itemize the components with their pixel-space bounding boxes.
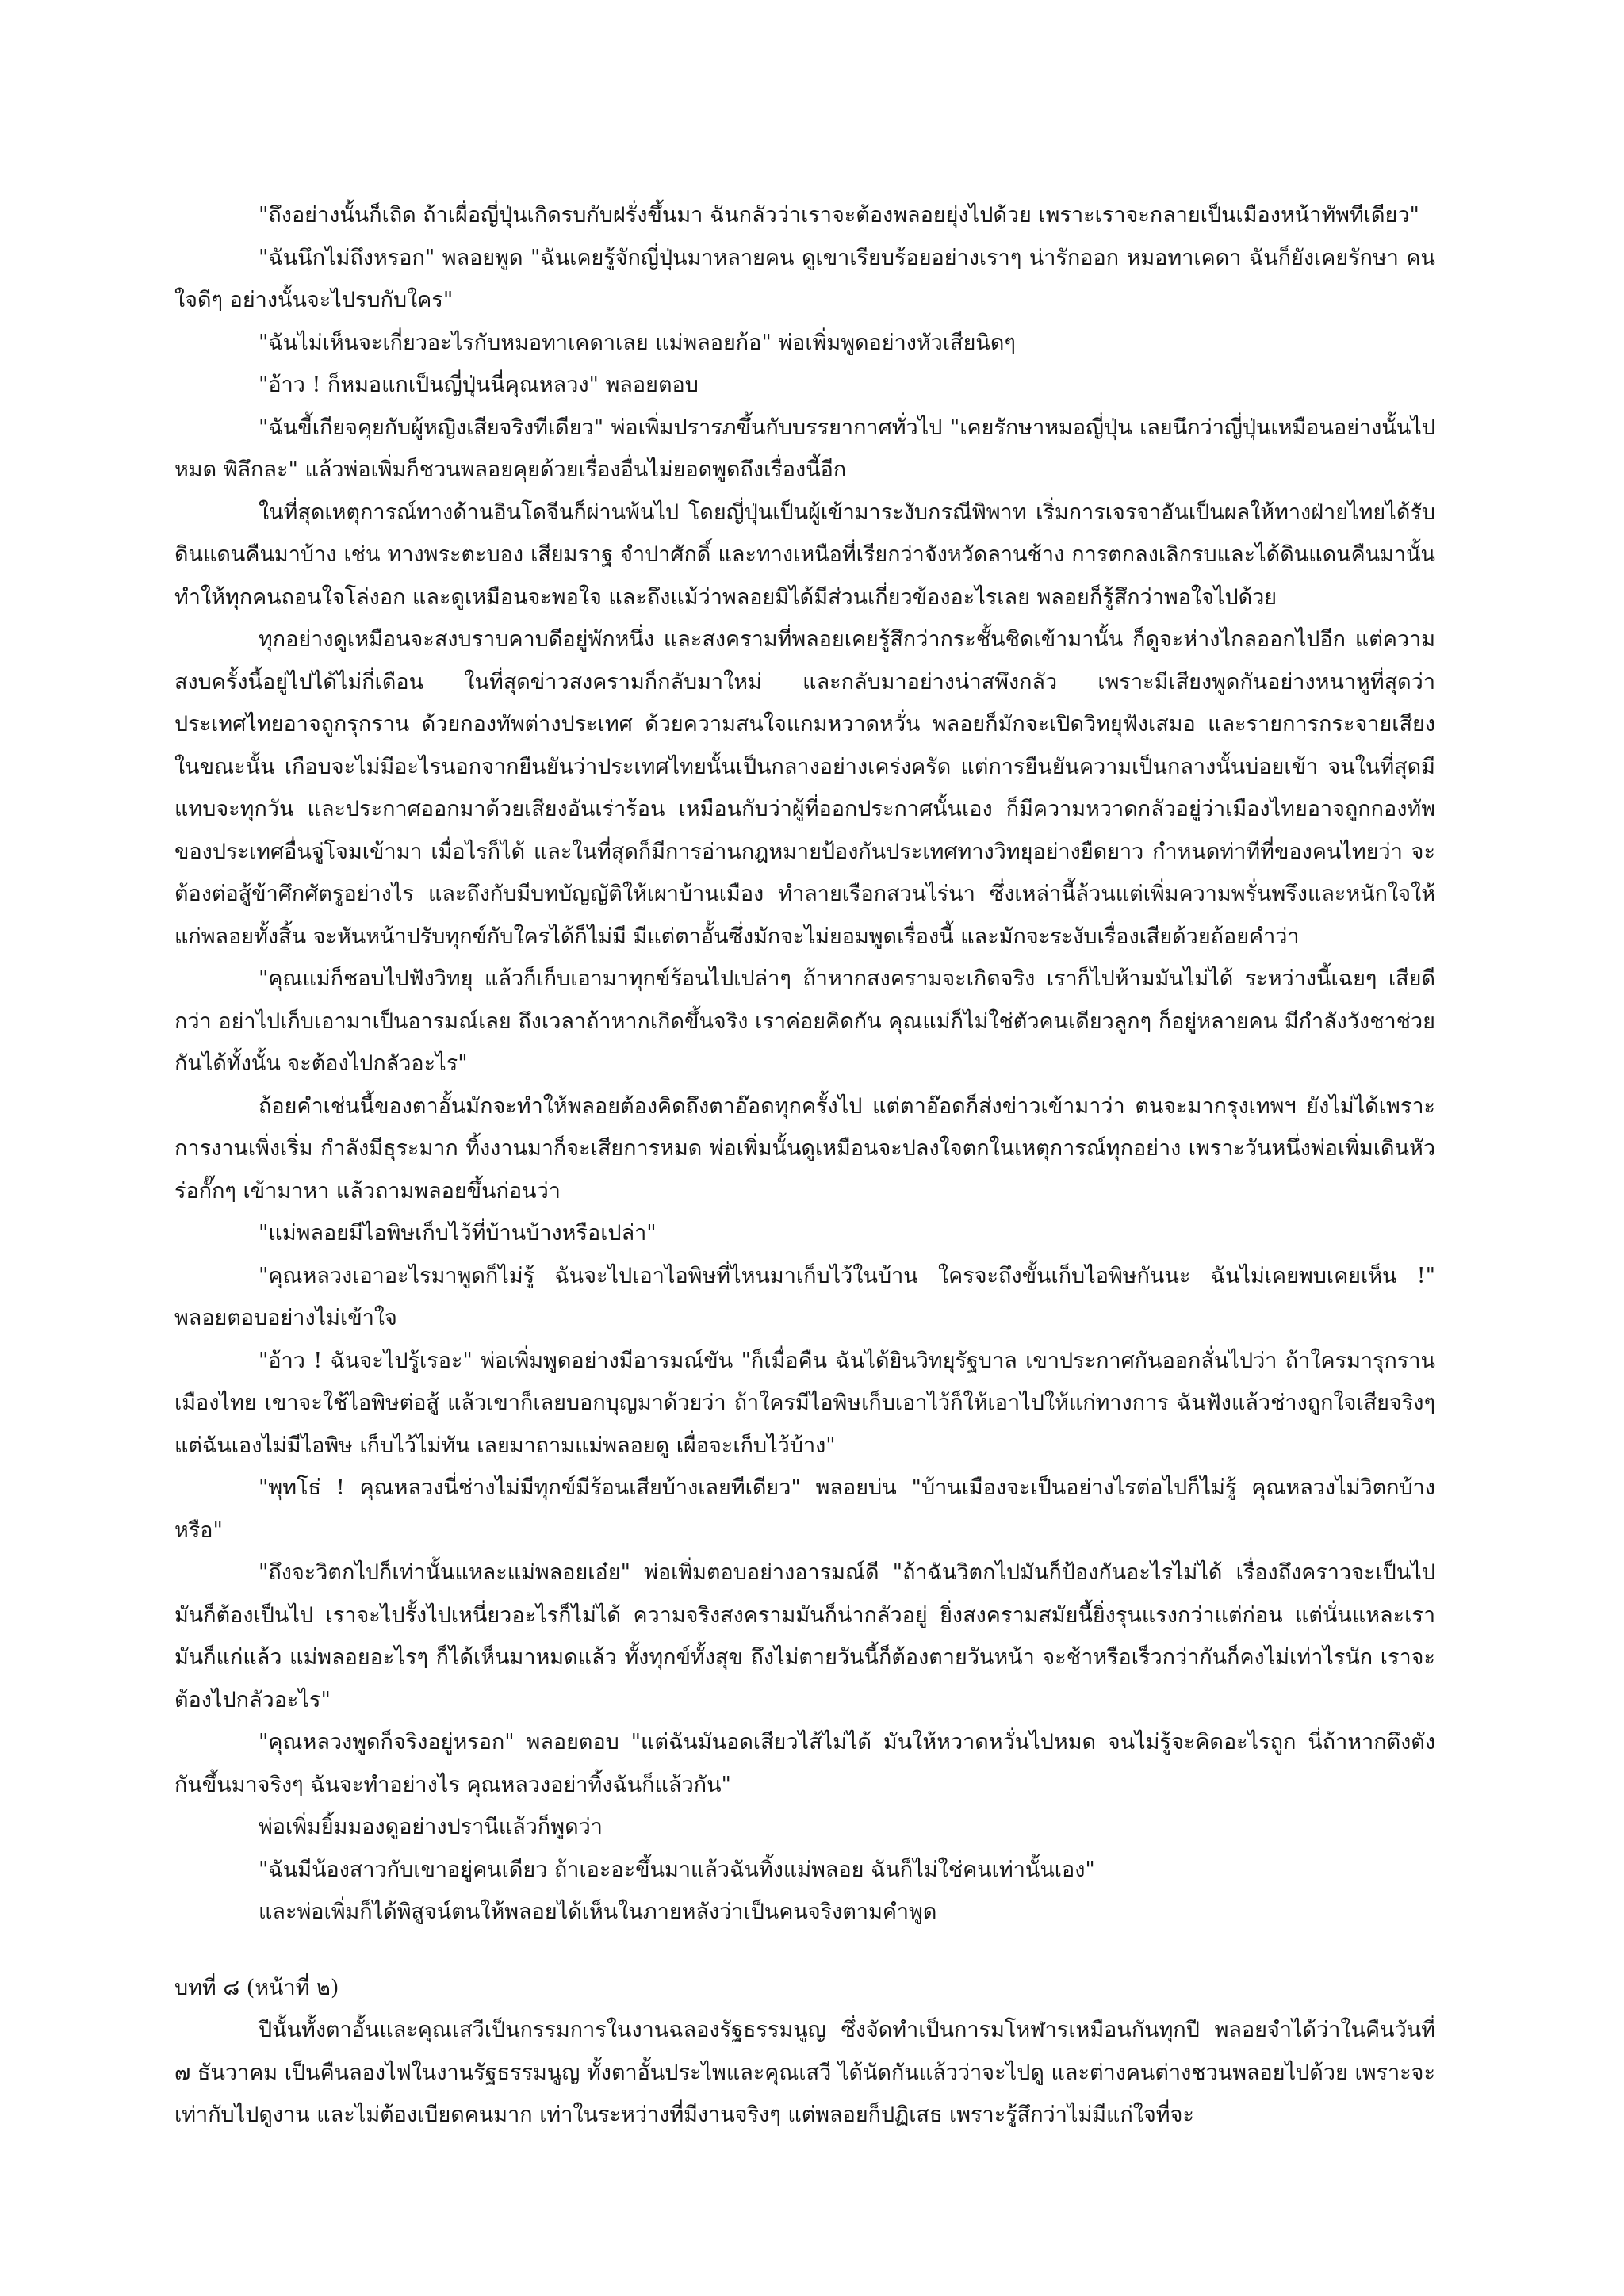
body-text-before [174,194,1435,1934]
paragraph: "คุณหลวงพูดก็จริงอยู่หรอก" พลอยตอบ "แต่ฉันมันอดเสียวไส้ไม่ได้ มันให้หวาดหวั่นไปหมด จนไม่รู้จะคิดอะไรถูก นี่ถ้าหากตึงตังกันขึ้นมาจริงๆ ฉันจะทำอย่างไร คุณหลวงอย่าทิ้งฉันก็แล้วกัน" [174,1730,1435,1797]
paragraph: "ฉันมีน้องสาวกับเขาอยู่คนเดียว ถ้าเอะอะขึ้นมาแล้วฉันทิ้งแม่พลอย ฉันก็ไม่ใช่คนเท่านั้นเอง" [259,1857,1095,1882]
chapter-heading: บทที่ ๘ (หน้าที่ ๒) [174,1975,339,2000]
paragraph: "คุณแม่ก็ชอบไปฟังวิทยุ แล้วก็เก็บเอามาทุกข์ร้อนไปเปล่าๆ ถ้าหากสงครามจะเกิดจริง เราก็ไปห้ามมันไม่ได้ ระหว่างนี้เฉยๆ เสียดีกว่า อย่าไปเก็บเอามาเป็นอารมณ์เลย ถึงเวลาถ้าหากเกิดขึ้นจริง เราค่อยคิดกัน คุณแม่ก็ไม่ใช่ตัวคนเดียวลูกๆ ก็อยู่หลายคน มีกำลังวังชาช่วยกันได้ทั้งนั้น จะต้องไปกลัวอะไร" [174,966,1435,1076]
paragraph: พ่อเพิ่มยิ้มมองดูอย่างปรานีแล้วก็พูดว่า [259,1815,603,1839]
paragraph: "พุทโธ่ ! คุณหลวงนี่ช่างไม่มีทุกข์มีร้อนเสียบ้างเลยทีเดียว" พลอยบ่น "บ้านเมืองจะเป็นอย่างไรต่อไปก็ไม่รู้ คุณหลวงไม่วิตกบ้างหรือ" [174,1475,1435,1543]
paragraph: "อ้าว ! ก็หมอแกเป็นญี่ปุ่นนี่คุณหลวง" พลอยตอบ [259,373,699,397]
paragraph: ถ้อยคำเช่นนี้ของตาอั้นมักจะทำให้พลอยต้องคิดถึงตาอ๊อดทุกครั้งไป แต่ตาอ๊อดก็ส่งข่าวเข้ามาว่า ตนจะมากรุงเทพฯ ยังไม่ได้เพราะการงานเพิ่งเริ่ม กำลังมีธุระมาก ทิ้งงานมาก็จะเสียการหมด พ่อเพิ่มนั้นดูเหมือนจะปลงใจตกในเหตุการณ์ทุกอย่าง เพราะวันหนึ่งพ่อเพิ่มเดินหัวร่อกั๊กๆ เข้ามาหา แล้วถามพลอยขึ้นก่อนว่า [174,1093,1435,1203]
paragraph: ในที่สุดเหตุการณ์ทางด้านอินโดจีนก็ผ่านพ้นไป โดยญี่ปุ่นเป็นผู้เข้ามาระงับกรณีพิพาท เริ่มการเจรจาอันเป็นผลให้ทางฝ่ายไทยได้รับดินแดนคืนมาบ้าง เช่น ทางพระตะบอง เสียมราฐ จำปาศักดิ์ และทางเหนือที่เรียกว่าจังหวัดลานช้าง การตกลงเลิกรบและได้ดินแดนคืนมานั้น ทำให้ทุกคนถอนใจโล่งอก และดูเหมือนจะพอใจ และถึงแม้ว่าพลอยมิได้มีส่วนเกี่ยวข้องอะไรเลย พลอยก็รู้สึกว่าพอใจไปด้วย [174,499,1435,610]
paragraph: "ฉันขี้เกียจคุยกับผู้หญิงเสียจริงทีเดียว" พ่อเพิ่มปรารภขึ้นกับบรรยากาศทั่วไป "เคยรักษาหมอญี่ปุ่น เลยนึกว่าญี่ปุ่นเหมือนอย่างนั้นไปหมด พิลึกละ" แล้วพ่อเพิ่มก็ชวนพลอยคุยด้วยเรื่องอื่นไม่ยอดพูดถึงเรื่องนี้อีก [174,415,1435,482]
paragraph: และพ่อเพิ่มก็ได้พิสูจน์ตนให้พลอยได้เห็นในภายหลังว่าเป็นคนจริงตามคำพูด [259,1900,937,1924]
paragraph: "อ้าว ! ฉันจะไปรู้เรอะ" พ่อเพิ่มพูดอย่างมีอารมณ์ขัน "ก็เมื่อคืน ฉันได้ยินวิทยุรัฐบาล เขาประกาศกันออกลั่นไปว่า ถ้าใครมารุกรานเมืองไทย เขาจะใช้ไอพิษต่อสู้ แล้วเขาก็เลยบอกบุญมาด้วยว่า ถ้าใครมีไอพิษเก็บเอาไว้ก็ให้เอาไปให้แก่ทางการ ฉันฟังแล้วช่างถูกใจเสียจริงๆ แต่ฉันเองไม่มีไอพิษ เก็บไว้ไม่ทัน เลยมาถามแม่พลอยดู เผื่อจะเก็บไว้บ้าง" [174,1348,1435,1458]
paragraph: "ถึงอย่างนั้นก็เถิด ถ้าเผื่อญี่ปุ่นเกิดรบกับฝรั่งขึ้นมา ฉันกลัวว่าเราจะต้องพลอยยุ่งไปด้วย เพราะเราจะกลายเป็นเมืองหน้าทัพทีเดียว" [259,203,1419,228]
body-text-after [174,2009,1435,2137]
paragraph: "คุณหลวงเอาอะไรมาพูดก็ไม่รู้ ฉันจะไปเอาไอพิษที่ไหนมาเก็บไว้ในบ้าน ใครจะถึงขั้นเก็บไอพิษกันนะ ฉันไม่เคยพบเคยเห็น !" พลอยตอบอย่างไม่เข้าใจ [174,1263,1435,1330]
paragraph: "แม่พลอยมีไอพิษเก็บไว้ที่บ้านบ้างหรือเปล่า" [259,1221,657,1246]
paragraph: "ถึงจะวิตกไปก็เท่านั้นแหละแม่พลอยเอ๋ย" พ่อเพิ่มตอบอย่างอารมณ์ดี "ถ้าฉันวิตกไปมันก็ป้องกันอะไรไม่ได้ เรื่องถึงคราวจะเป็นไปมันก็ต้องเป็นไป เราจะไปรั้งไปเหนี่ยวอะไรก็ไม่ได้ ความจริงสงครามมันก็น่ากลัวอยู่ ยิ่งสงครามสมัยนี้ยิ่งรุนแรงกว่าแต่ก่อน แต่นั่นแหละเรามันก็แก่แล้ว แม่พลอยอะไรๆ ก็ได้เห็นมาหมดแล้ว ทั้งทุกข์ทั้งสุข ถึงไม่ตายวันนี้ก็ต้องตายวันหน้า จะช้าหรือเร็วกว่ากันก็คงไม่เท่าไรนัก เราจะต้องไปกลัวอะไร" [174,1560,1435,1712]
paragraph: ทุกอย่างดูเหมือนจะสงบราบคาบดีอยู่พักหนึ่ง และสงครามที่พลอยเคยรู้สึกว่ากระชั้นชิดเข้ามานั้น ก็ดูจะห่างไกลออกไปอีก แต่ความสงบครั้งนี้อยู่ไปได้ไม่กี่เดือน ในที่สุดข่าวสงครามก็กลับมาใหม่ และกลับมาอย่างน่าสพึงกลัว เพราะมีเสียงพูดกันอย่างหนาหูที่สุดว่า ประเทศไทยอาจถูกรุกราน ด้วยกองทัพต่างประเทศ ด้วยความสนใจแกมหวาดหวั่น พลอยก็มักจะเปิดวิทยุฟังเสมอ และรายการกระจายเสียงในขณะนั้น เกือบจะไม่มีอะไรนอกจากยืนยันว่าประเทศไทยนั้นเป็นกลางอย่างเคร่งครัด แต่การยืนยันความเป็นกลางนั้นบ่อยเข้า จนในที่สุดมีแทบจะทุกวัน และประกาศออกมาด้วยเสียงอันเร่าร้อน เหมือนกับว่าผู้ที่ออกประกาศนั้นเอง ก็มีความหวาดกลัวอยู่ว่าเมืองไทยอาจถูกกองทัพของประเทศอื่นจู่โจมเข้ามา เมื่อไรก็ได้ และในที่สุดก็มีการอ่านกฎหมายป้องกันประเทศทางวิทยุอย่างยืดยาว กำหนดท่าทีที่ของคนไทยว่า จะต้องต่อสู้ข้าศึกศัตรูอย่างไร และถึงกับมีบทบัญญัติให้เผาบ้านเมือง ทำลายเรือกสวนไร่นา ซึ่งเหล่านี้ล้วนแต่เพิ่มความพรั่นพรึงและหนักใจให้แก่พลอยทั้งสิ้น จะหันหน้าปรับทุกข์กับใครได้ก็ไม่มี มีแต่ตาอั้นซึ่งมักจะไม่ยอมพูดเรื่องนี้ และมักจะระงับเรื่องเสียด้วยถ้อยคำว่า [174,627,1435,949]
paragraph: "ฉันนึกไม่ถึงหรอก" พลอยพูด "ฉันเคยรู้จักญี่ปุ่นมาหลายคน ดูเขาเรียบร้อยอย่างเราๆ น่ารักออก หมอทาเคดา ฉันก็ยังเคยรักษา คนใจดีๆ อย่างนั้นจะไปรบกับใคร" [174,245,1435,312]
paragraph: ปีนั้นทั้งตาอั้นและคุณเสวีเป็นกรรมการในงานฉลองรัฐธรรมนูญ ซึ่งจัดทำเป็นการมโหฬารเหมือนกันทุกปี พลอยจำได้ว่าในคืนวันที่ ๗ ธันวาคม เป็นคืนลองไฟในงานรัฐธรรมนูญ ทั้งตาอั้นประไพและคุณเสวี ได้นัดกันแล้วว่าจะไปดู และต่างคนต่างชวนพลอยไปด้วย เพราะจะเท่ากับไปดูงาน และไม่ต้องเบียดคนมาก เท่าในระหว่างที่มีงานจริงๆ แต่พลอยก็ปฏิเสธ เพราะรู้สึกว่าไม่มีแก่ใจที่จะ [174,2018,1435,2127]
paragraph: "ฉันไม่เห็นจะเกี่ยวอะไรกับหมอทาเคดาเลย แม่พลอยก้อ" พ่อเพิ่มพูดอย่างหัวเสียนิดๆ [259,330,1016,355]
